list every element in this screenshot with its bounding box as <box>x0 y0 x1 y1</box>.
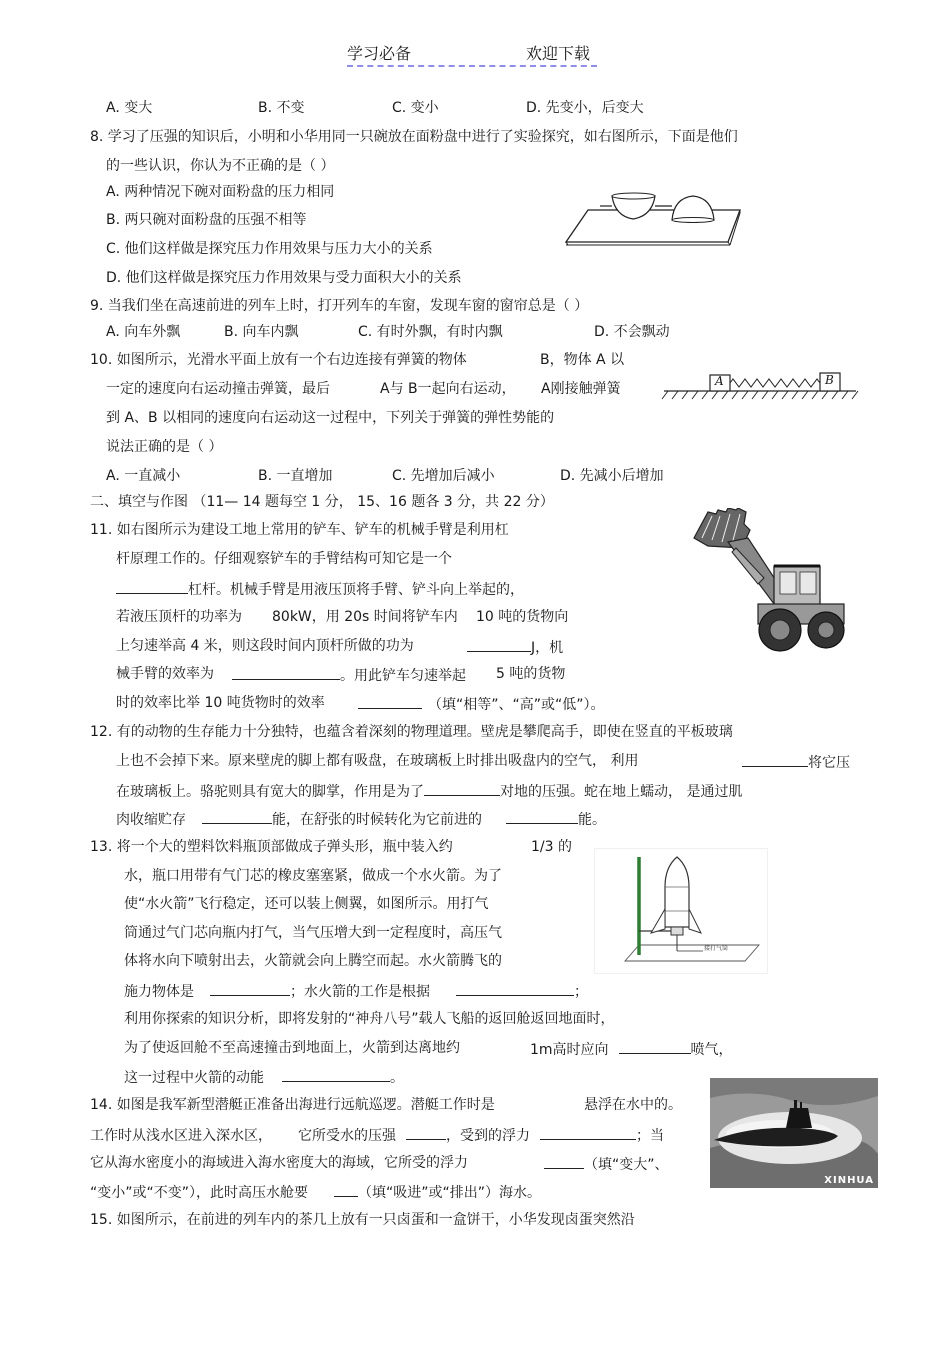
q13-line6b: ；水火箭的工作是根据 <box>290 984 430 1000</box>
q14-line2a: 工作时从浅水区进入深水区， <box>90 1128 272 1144</box>
q12-line3-wrap <box>116 781 742 801</box>
q11-line5a: 上匀速举高 4 米，则这段时间内顶杆所做的功为 <box>116 638 414 654</box>
q13-line1b: 1/3 的 <box>531 839 572 855</box>
q11-line7-blank-wrap <box>358 694 605 714</box>
q11-line7a: 时的效率比举 10 吨货物时的效率 <box>116 695 325 711</box>
q12-line4-wrap <box>116 809 606 829</box>
q14-line2b: 它所受水的压强 <box>298 1128 396 1144</box>
q13-line6a: 施力物体是 <box>124 984 194 1000</box>
q9-option-d: D. 不会飘动 <box>594 324 670 340</box>
header-right: 欢迎下载 <box>526 44 591 63</box>
q8-option-a: A. 两种情况下碗对面粉盘的压力相同 <box>106 184 335 200</box>
q13-line2: 水，瓶口用带有气门芯的橡皮塞塞紧，做成一个水火箭。为了 <box>124 868 502 884</box>
q11-line6-blank-wrap <box>232 665 466 685</box>
q11-line5b: J，机 <box>531 640 564 656</box>
q14-blank-3[interactable] <box>544 1154 584 1169</box>
q12-line2-blank-wrap <box>742 752 850 772</box>
q15-line1: 15. 如图所示，在前进的列车内的茶几上放有一只卤蛋和一盒饼干，小华发现卤蛋突然沿 <box>90 1212 635 1228</box>
q13-line7: 利用你探索的知识分析，即将发射的“神舟八号”载人飞船的返回舱返回地面时， <box>124 1011 615 1027</box>
q13-blank-2[interactable] <box>456 981 574 996</box>
q14-line4b: （填“吸进”或“排出”）海水。 <box>358 1185 542 1201</box>
q14-line3-wrap <box>544 1154 669 1174</box>
q14-blank-2[interactable] <box>540 1125 636 1140</box>
q12-line2a: 上也不会掉下来。原来壁虎的脚上都有吸盘，在玻璃板上时排出吸盘内的空气， 利用 <box>116 753 639 769</box>
q13-line4: 筒通过气门芯向瓶内打气，当气压增大到一定程度时，高压气 <box>124 925 502 941</box>
q12-blank-3[interactable] <box>202 809 272 824</box>
q7-option-c: C. 变小 <box>392 100 439 116</box>
q13-line9-wrap <box>124 1067 404 1087</box>
q7-option-a: A. 变大 <box>106 100 153 116</box>
q8-stem-line2: 的一些认识，你认为不正确的是（ ） <box>106 158 335 174</box>
q12-line4a: 肉收缩贮存 <box>116 812 186 828</box>
q13-blank-4[interactable] <box>282 1067 390 1082</box>
q9-option-b: B. 向车内飘 <box>224 324 299 340</box>
q10-option-b: B. 一直增加 <box>258 468 333 484</box>
section-2-title: 二、填空与作图 （11— 14 题每空 1 分， 15、16 题各 3 分，共 22 分） <box>90 494 554 510</box>
q10-line1a: 10. 如图所示，光滑水平面上放有一个右边连接有弹簧的物体 <box>90 352 467 368</box>
q11-line4c: 10 吨的货物向 <box>476 609 569 625</box>
q11-line6a: 械手臂的效率为 <box>116 666 214 682</box>
q13-blank-3[interactable] <box>619 1039 691 1054</box>
q9-stem: 9. 当我们坐在高速前进的列车上时，打开列车的车窗，发现车窗的窗帘总是（ ） <box>90 298 589 314</box>
header-dashed-line <box>347 65 597 67</box>
q14-line3a: 它从海水密度小的海域进入海水密度大的海域，它所受的浮力 <box>90 1155 468 1171</box>
q10-line2a: 一定的速度向右运动撞击弹簧，最后 <box>106 381 330 397</box>
block-b-label: B <box>825 373 834 387</box>
q11-line2: 杆原理工作的。仔细观察铲车的手臂结构可知它是一个 <box>116 551 452 567</box>
q11-blank-4[interactable] <box>358 694 422 709</box>
water-rocket-figure <box>594 848 768 974</box>
q8-option-d: D. 他们这样做是探究压力作用效果与受力面积大小的关系 <box>106 270 462 286</box>
q10-line4: 说法正确的是（ ） <box>106 439 223 455</box>
q11-blank-2[interactable] <box>467 637 531 652</box>
q12-line4c: 能。 <box>578 812 606 828</box>
q11-line1: 11. 如右图所示为建设工地上常用的铲车、铲车的机械手臂是利用杠 <box>90 522 509 538</box>
q13-line8a: 为了使返回舱不至高速撞击到地面上，火箭到达离地约 <box>124 1040 460 1056</box>
q14-line2d: ；当 <box>636 1128 664 1144</box>
bowls-figure <box>560 186 746 246</box>
pump-label: 接打气筒 <box>704 945 729 952</box>
q11-line6b: 。用此铲车匀速举起 <box>340 668 466 684</box>
q13-blank-1[interactable] <box>210 981 290 996</box>
q8-stem-line1: 8. 学习了压强的知识后，小明和小华用同一只碗放在面粉盘中进行了实验探究，如右图所示，下面是他们 <box>90 129 738 145</box>
q7-option-d: D. 先变小，后变大 <box>526 100 644 116</box>
q10-option-c: C. 先增加后减小 <box>392 468 495 484</box>
q11-blank-1[interactable] <box>116 579 188 594</box>
q14-line3b: （填“变大”、 <box>584 1157 669 1173</box>
spring-blocks-figure <box>660 370 860 402</box>
photo-credit: XINHUA <box>824 1175 874 1186</box>
q13-line8c: 喷气， <box>690 1042 733 1058</box>
q13-line1a: 13. 将一个大的塑料饮料瓶顶部做成子弹头形，瓶中装入约 <box>90 839 453 855</box>
q10-line2b: A与 B一起向右运动， <box>380 381 516 397</box>
q12-line4b: 能，在舒张的时候转化为它前进的 <box>272 812 482 828</box>
block-a-label: A <box>715 374 724 388</box>
q12-line2b: 将它压 <box>808 755 850 771</box>
q13-line8b: 1m高时应向 <box>530 1042 609 1058</box>
q12-line3b: 对地的压强。蛇在地上蠕动， 是通过肌 <box>500 784 743 800</box>
q8-option-c: C. 他们这样做是探究压力作用效果与压力大小的关系 <box>106 241 433 257</box>
q14-blank-4[interactable] <box>334 1182 358 1197</box>
q14-line1b: 悬浮在水中的。 <box>584 1097 682 1113</box>
q13-line6c: ； <box>574 984 588 1000</box>
q10-option-d: D. 先减小后增加 <box>560 468 664 484</box>
q14-blank-1[interactable] <box>406 1125 446 1140</box>
q11-line7b: （填“相等”、“高”或“低”）。 <box>428 697 605 713</box>
q14-line2-wrap <box>90 1125 664 1145</box>
q13-line9a: 这一过程中火箭的动能 <box>124 1070 264 1086</box>
q13-line5: 体将水向下喷射出去，火箭就会向上腾空而起。水火箭腾飞的 <box>124 953 502 969</box>
q14-line2c: ，受到的浮力 <box>446 1128 530 1144</box>
q7-option-b: B. 不变 <box>258 100 305 116</box>
q14-line1a: 14. 如图是我军新型潜艇正准备出海进行远航巡逻。潜艇工作时是 <box>90 1097 495 1113</box>
q12-line1: 12. 有的动物的生存能力十分独特，也蕴含着深刻的物理道理。壁虎是攀爬高手，即使在竖直的平板玻璃 <box>90 724 733 740</box>
q11-line5-blank-wrap <box>467 637 563 657</box>
q14-line4-wrap <box>90 1182 541 1202</box>
q10-option-a: A. 一直减小 <box>106 468 181 484</box>
q10-line1b: B，物体 A 以 <box>540 352 625 368</box>
q9-option-a: A. 向车外飘 <box>106 324 181 340</box>
q13-line6-wrap <box>124 981 588 1001</box>
q9-option-c: C. 有时外飘，有时内飘 <box>358 324 503 340</box>
q11-line3 <box>116 579 524 599</box>
q8-option-b: B. 两只碗对面粉盘的压强不相等 <box>106 212 307 228</box>
q12-blank-4[interactable] <box>506 809 578 824</box>
loader-image <box>688 508 846 658</box>
submarine-photo <box>710 1078 878 1188</box>
q12-line3a: 在玻璃板上。骆驼则具有宽大的脚掌，作用是为了 <box>116 784 424 800</box>
q12-blank-1[interactable] <box>742 752 808 767</box>
q13-line3: 使“水火箭”飞行稳定，还可以装上侧翼，如图所示。用打气 <box>124 896 489 912</box>
q10-line2c: A刚接触弹簧 <box>541 381 621 397</box>
q11-line3-text: 杠杆。机械手臂是用液压顶将手臂、铲斗向上举起的， <box>188 582 524 598</box>
q14-line4a: “变小”或“不变”），此时高压水舱要 <box>90 1185 309 1201</box>
q13-line9b: 。 <box>390 1070 404 1086</box>
q11-blank-3[interactable] <box>232 665 340 680</box>
q12-blank-2[interactable] <box>424 781 500 796</box>
q11-line4a: 若液压顶杆的功率为 <box>116 609 242 625</box>
q11-line4b: 80kW，用 20s 时间将铲车内 <box>272 609 458 625</box>
header-left: 学习必备 <box>347 44 412 63</box>
q13-line8-wrap <box>530 1039 733 1059</box>
q10-line3: 到 A、B 以相同的速度向右运动这一过程中，下列关于弹簧的弹性势能的 <box>106 410 555 426</box>
q11-line6c: 5 吨的货物 <box>496 666 566 682</box>
